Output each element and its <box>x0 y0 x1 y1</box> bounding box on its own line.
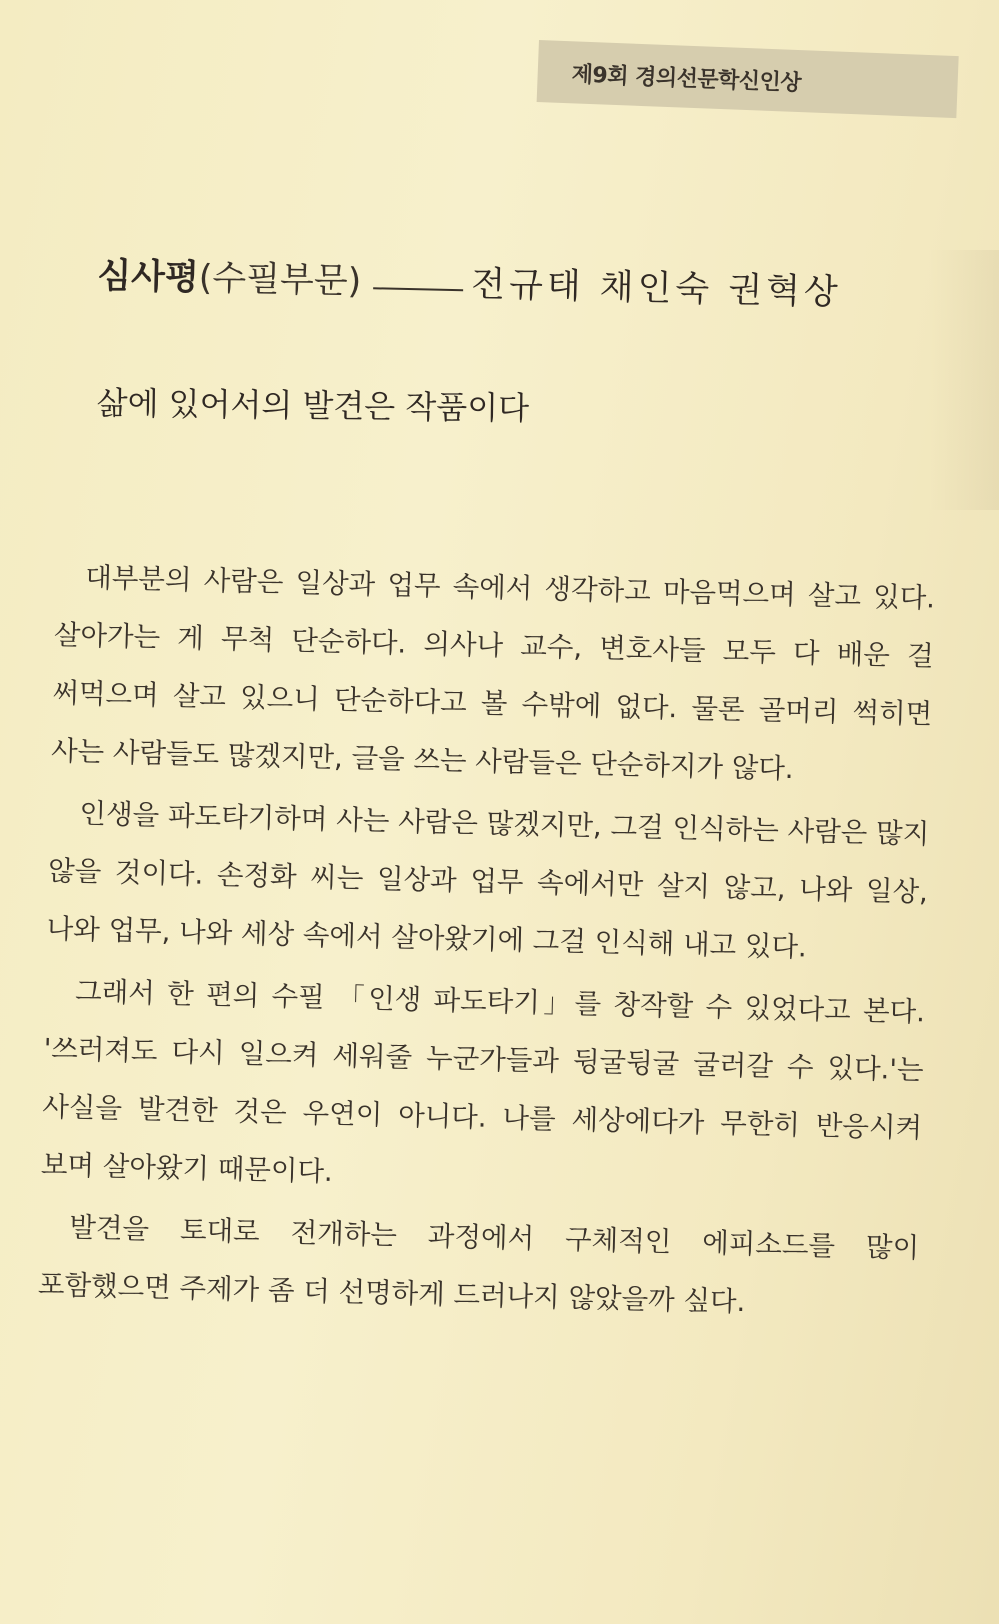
review-body <box>37 548 936 1339</box>
body-paragraph: 발견을 토대로 전개하는 과정에서 구체적인 에피소드를 많이 포함했으면 주제가 좀 더 선명하게 드러나지 않았을까 싶다. <box>37 1211 920 1319</box>
body-paragraph: 대부분의 사람은 일상과 업무 속에서 생각하고 마음먹으며 살고 있다. 살아가는 게 무척 단순하다. 의사나 교수, 변호사들 모두 다 배운 걸 써먹으며 살고 있으니 단순하다고 볼 수밖에 없다. 물론 골머리 썩히면 사는 사람들도 많겠지만, 글을 쓰는 사람들은 단순하지가 않다. <box>50 561 936 786</box>
review-category: (수필부문) <box>198 258 362 302</box>
section-header-tab <box>537 40 959 118</box>
review-title-label: 심사평 <box>96 255 200 299</box>
section-header-label: 제9회 경의선문학신인상 <box>571 61 802 96</box>
review-title <box>97 248 842 315</box>
review-subtitle: 삶에 있어서의 발견은 작품이다 <box>96 383 530 428</box>
body-paragraph: 그래서 한 편의 수필 「인생 파도타기」를 창작할 수 있었다고 본다. '쓰러져도 다시 일으켜 세워줄 누군가들과 뒹굴뒹굴 굴러갈 수 있다.'는 사실을 발견한 것은 우연이 아니다. 나를 세상에다가 무한히 반응시켜 보며 살아왔기 때문이다. <box>40 975 926 1188</box>
title-divider-line <box>373 287 463 291</box>
body-paragraph: 인생을 파도타기하며 사는 사람은 많겠지만, 그걸 인식하는 사람은 많지 않을 것이다. 손정화 씨는 일상과 업무 속에서만 살지 않고, 나와 일상, 나와 업무, 나와 세상 속에서 살아왔기에 그걸 인식해 내고 있다. <box>46 797 930 964</box>
page-edge-shadow <box>929 250 999 510</box>
review-judges: 전규태 채인숙 권혁상 <box>470 264 843 313</box>
